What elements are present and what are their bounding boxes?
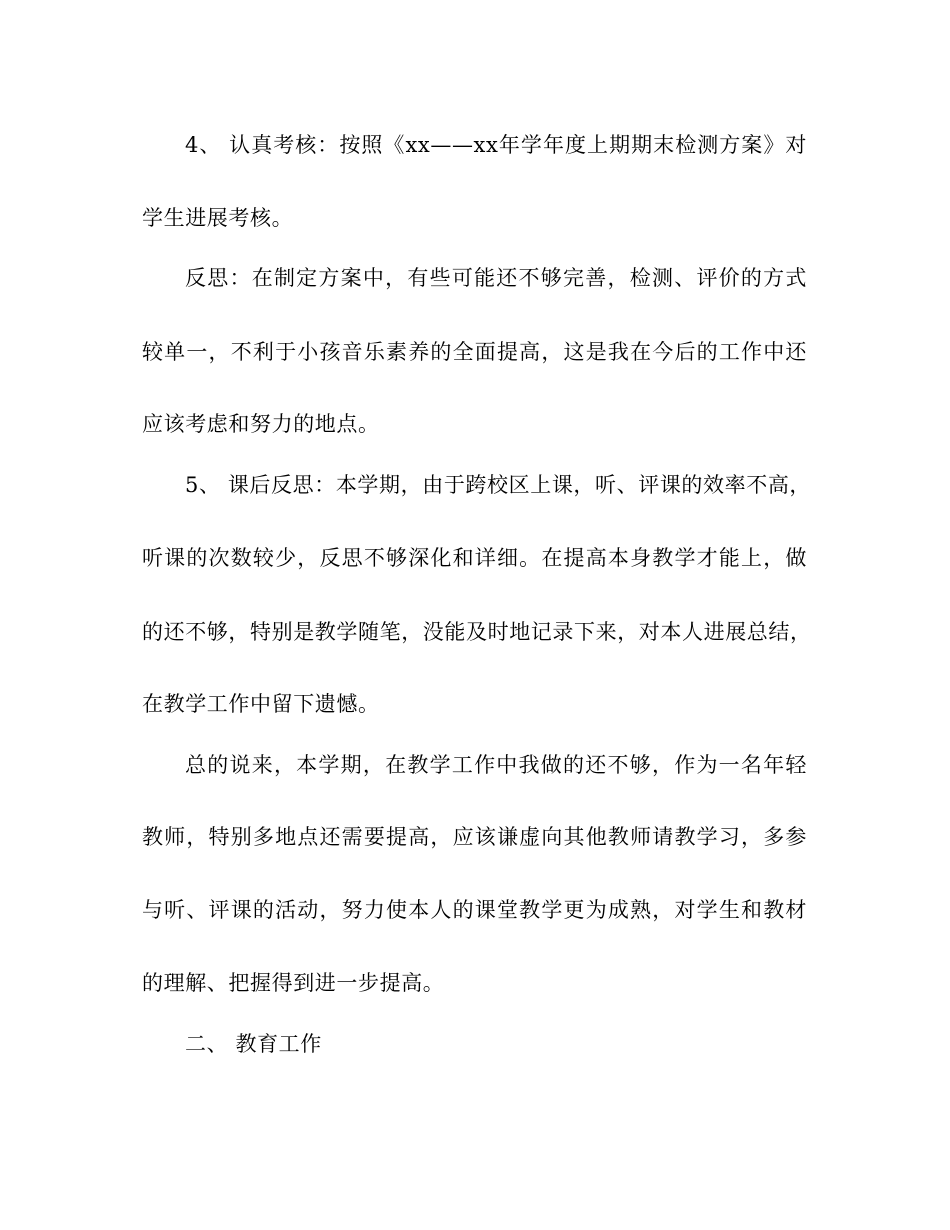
text-line-6: 5、 课后反思：本学期，由于跨校区上课，听、评课的效率不高， <box>185 473 812 497</box>
text-line-3: 反思：在制定方案中，有些可能还不够完善，检测、评价的方式 <box>185 266 807 290</box>
text-line-4: 较单一，不利于小孩音乐素养的全面提高，这是我在今后的工作中还 <box>142 340 807 364</box>
section-heading: 二、 教育工作 <box>185 1032 322 1056</box>
text-line-10: 总的说来，本学期，在教学工作中我做的还不够，作为一名年轻 <box>185 753 807 777</box>
text-line-5: 应该考虑和努力的地点。 <box>142 412 380 436</box>
text-line-11: 教师，特别多地点还需要提高，应该谦虚向其他教师请教学习，多参 <box>142 825 807 849</box>
text-line-7: 听课的次数较少，反思不够深化和详细。在提高本身教学才能上，做 <box>142 546 807 570</box>
text-line-9: 在教学工作中留下遗憾。 <box>142 692 380 716</box>
text-line-8: 的还不够，特别是教学随笔，没能及时地记录下来，对本人进展总结， <box>142 620 812 644</box>
text-line-2: 学生进展考核。 <box>142 206 294 230</box>
text-line-13: 的理解、把握得到进一步提高。 <box>142 971 445 995</box>
text-line-1: 4、 认真考核：按照《xx——xx年学年度上期期末检测方案》对 <box>185 133 807 157</box>
text-line-12: 与听、评课的活动，努力使本人的课堂教学更为成熟，对学生和教材 <box>142 898 807 922</box>
